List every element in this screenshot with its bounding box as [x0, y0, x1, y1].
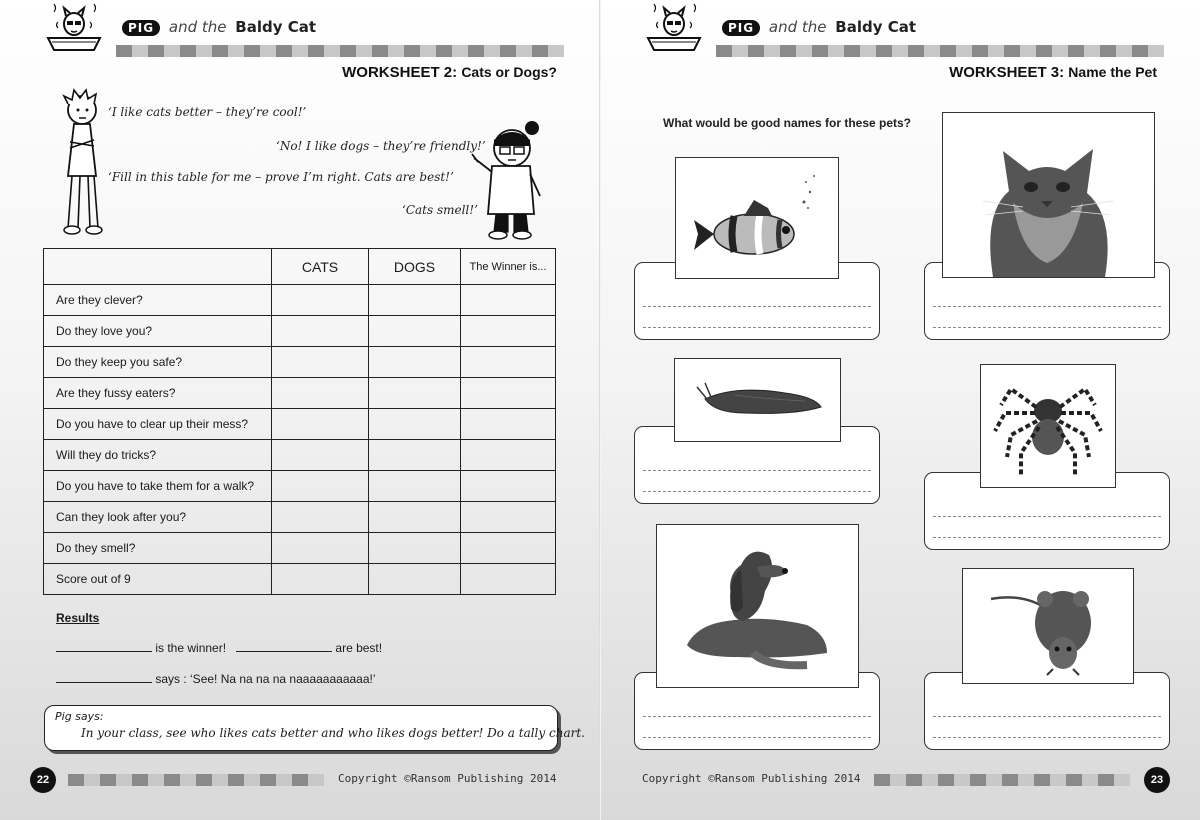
- strip-square: [244, 774, 260, 786]
- worksheet-3-subtitle: Name the Pet: [1068, 64, 1157, 80]
- speech-boy-1: ‘I like cats better – they’re cool!’: [108, 105, 307, 119]
- dog-photo: [656, 524, 859, 688]
- answer-cell-winner[interactable]: [461, 316, 556, 347]
- cat-photo: [942, 112, 1155, 278]
- strip-square: [1100, 45, 1116, 57]
- strip-square: [180, 45, 196, 57]
- page-number-23: 23: [1144, 767, 1170, 793]
- answer-cell-dogs[interactable]: [369, 378, 461, 409]
- strip-square: [988, 45, 1004, 57]
- answer-cell-dogs[interactable]: [369, 316, 461, 347]
- spider-icon: [981, 365, 1115, 487]
- rat-photo: [962, 568, 1134, 684]
- strip-square: [228, 45, 244, 57]
- answer-cell-dogs[interactable]: [369, 533, 461, 564]
- strip-square: [954, 774, 970, 786]
- spider-photo: [980, 364, 1116, 488]
- table-row: [44, 440, 556, 471]
- strip-square: [196, 45, 212, 57]
- header-decor-strip: [716, 45, 1164, 57]
- pig-says-box: [44, 705, 585, 751]
- strip-square: [324, 45, 340, 57]
- answer-cell-cats[interactable]: [272, 502, 369, 533]
- answer-cell-dogs[interactable]: [369, 440, 461, 471]
- strip-square: [68, 774, 84, 786]
- pig-says-label: Pig says:: [55, 710, 104, 723]
- table-header-blank: [44, 249, 272, 285]
- strip-square: [764, 45, 780, 57]
- table-row: [44, 471, 556, 502]
- strip-square: [1068, 45, 1084, 57]
- strip-square: [292, 45, 308, 57]
- strip-square: [1114, 774, 1130, 786]
- answer-cell-cats[interactable]: [272, 533, 369, 564]
- answer-cell-cats[interactable]: [272, 316, 369, 347]
- table-row-question: Do they keep you safe?: [44, 347, 272, 378]
- strip-square: [1084, 45, 1100, 57]
- strip-square: [1132, 45, 1148, 57]
- answer-cell-cats[interactable]: [272, 564, 369, 595]
- strip-square: [260, 774, 276, 786]
- strip-square: [196, 774, 212, 786]
- strip-square: [132, 45, 148, 57]
- strip-square: [132, 774, 148, 786]
- page-number-22: 22: [30, 767, 56, 793]
- best-blank[interactable]: [236, 639, 332, 652]
- answer-cell-winner[interactable]: [461, 471, 556, 502]
- strip-square: [844, 45, 860, 57]
- strip-square: [1034, 774, 1050, 786]
- copyright-right: Copyright ©Ransom Publishing 2014: [642, 772, 861, 785]
- header-decor-strip: [116, 45, 564, 57]
- answer-cell-cats[interactable]: [272, 471, 369, 502]
- strip-square: [484, 45, 500, 57]
- answer-cell-winner[interactable]: [461, 533, 556, 564]
- worksheet-3-number: WORKSHEET 3:: [949, 64, 1065, 81]
- strip-square: [1052, 45, 1068, 57]
- strip-square: [1018, 774, 1034, 786]
- strip-square: [986, 774, 1002, 786]
- brand-and: and the: [768, 18, 827, 36]
- brand-and: and the: [168, 18, 227, 36]
- strip-square: [308, 774, 324, 786]
- table-row-question: Do they love you?: [44, 316, 272, 347]
- cats-dogs-table: [43, 248, 556, 595]
- strip-square: [908, 45, 924, 57]
- table-row: [44, 409, 556, 440]
- answer-cell-cats[interactable]: [272, 285, 369, 316]
- answer-cell-winner[interactable]: [461, 502, 556, 533]
- answer-cell-dogs[interactable]: [369, 564, 461, 595]
- brand-baldy-cat: Baldy Cat: [835, 18, 917, 36]
- answer-cell-winner[interactable]: [461, 347, 556, 378]
- answer-cell-dogs[interactable]: [369, 502, 461, 533]
- strip-square: [828, 45, 844, 57]
- answer-cell-dogs[interactable]: [369, 285, 461, 316]
- strip-square: [84, 774, 100, 786]
- speech-girl-1: ‘No! I like dogs – they’re friendly!’: [276, 139, 486, 153]
- table-row: [44, 502, 556, 533]
- footer-decor-strip: [68, 774, 324, 786]
- strip-square: [260, 45, 276, 57]
- answer-cell-cats[interactable]: [272, 440, 369, 471]
- worksheet-2-number: WORKSHEET 2:: [342, 64, 458, 81]
- answer-cell-winner[interactable]: [461, 285, 556, 316]
- results-heading: Results: [56, 611, 100, 625]
- strip-square: [956, 45, 972, 57]
- strip-square: [972, 45, 988, 57]
- results-best-text: are best!: [335, 641, 383, 655]
- strip-square: [228, 774, 244, 786]
- strip-square: [940, 45, 956, 57]
- answer-cell-winner[interactable]: [461, 378, 556, 409]
- strip-square: [922, 774, 938, 786]
- strip-square: [748, 45, 764, 57]
- strip-square: [1036, 45, 1052, 57]
- pig-badge: PIG: [122, 20, 160, 36]
- strip-square: [876, 45, 892, 57]
- brand-title-right: [722, 18, 916, 36]
- strip-square: [890, 774, 906, 786]
- dog-icon: [657, 525, 858, 687]
- strip-square: [548, 45, 564, 57]
- fish-icon: [676, 158, 838, 278]
- right-page: [600, 0, 1200, 820]
- table-row-question: Will they do tricks?: [44, 440, 272, 471]
- rat-icon: [963, 569, 1133, 683]
- strip-square: [148, 45, 164, 57]
- strip-square: [388, 45, 404, 57]
- table-row-question: Do you have to take them for a walk?: [44, 471, 272, 502]
- table-header-winner: The Winner is...: [461, 249, 556, 285]
- strip-square: [404, 45, 420, 57]
- strip-square: [100, 774, 116, 786]
- strip-square: [906, 774, 922, 786]
- pig-badge: PIG: [722, 20, 760, 36]
- answer-cell-cats[interactable]: [272, 378, 369, 409]
- strip-square: [1148, 45, 1164, 57]
- results-line-1: [56, 639, 382, 655]
- strip-square: [796, 45, 812, 57]
- footer-decor-strip: [874, 774, 1130, 786]
- strip-square: [244, 45, 260, 57]
- strip-square: [212, 45, 228, 57]
- strip-square: [970, 774, 986, 786]
- fish-photo: [675, 157, 839, 279]
- pig-says-message: In your class, see who likes cats better and who likes dogs better! Do a tally chart.: [81, 726, 585, 740]
- strip-square: [1116, 45, 1132, 57]
- results-winner-text: is the winner!: [155, 641, 227, 655]
- speech-boy-2: ‘Fill in this table for me – prove I’m right. Cats are best!’: [108, 170, 454, 184]
- cat-icon: [943, 113, 1154, 277]
- answer-cell-dogs[interactable]: [369, 347, 461, 378]
- strip-square: [164, 774, 180, 786]
- says-blank[interactable]: [56, 670, 152, 683]
- strip-square: [292, 774, 308, 786]
- strip-square: [372, 45, 388, 57]
- table-header-dogs: DOGS: [369, 249, 461, 285]
- strip-square: [874, 774, 890, 786]
- answer-cell-dogs[interactable]: [369, 471, 461, 502]
- strip-square: [148, 774, 164, 786]
- results-line-2: [56, 670, 376, 686]
- table-row: [44, 564, 556, 595]
- answer-cell-winner[interactable]: [461, 409, 556, 440]
- strip-square: [500, 45, 516, 57]
- baldy-cat-litter-tray-icon: [44, 2, 104, 52]
- strip-square: [938, 774, 954, 786]
- strip-square: [1050, 774, 1066, 786]
- strip-square: [812, 45, 828, 57]
- strip-square: [164, 45, 180, 57]
- answer-cell-cats[interactable]: [272, 409, 369, 440]
- table-row: [44, 316, 556, 347]
- table-row-question: Are they fussy eaters?: [44, 378, 272, 409]
- table-row-question: Can they look after you?: [44, 502, 272, 533]
- strip-square: [1066, 774, 1082, 786]
- table-row: [44, 347, 556, 378]
- strip-square: [1004, 45, 1020, 57]
- table-row-question: Do you have to clear up their mess?: [44, 409, 272, 440]
- winner-blank[interactable]: [56, 639, 152, 652]
- speech-girl-2: ‘Cats smell!’: [402, 203, 478, 217]
- slug-photo: [674, 358, 841, 442]
- strip-square: [780, 45, 796, 57]
- results-says-text: says : ‘See! Na na na na naaaaaaaaaaa!’: [155, 672, 376, 686]
- strip-square: [340, 45, 356, 57]
- table-row: [44, 378, 556, 409]
- table-row: [44, 533, 556, 564]
- strip-square: [212, 774, 228, 786]
- brand-title: [122, 18, 316, 36]
- table-row-question: Do they smell?: [44, 533, 272, 564]
- strip-square: [716, 45, 732, 57]
- table-header-cats: CATS: [272, 249, 369, 285]
- strip-square: [924, 45, 940, 57]
- strip-square: [1098, 774, 1114, 786]
- strip-square: [892, 45, 908, 57]
- worksheet-2-subtitle: Cats or Dogs?: [461, 64, 557, 80]
- strip-square: [516, 45, 532, 57]
- brand-baldy-cat: Baldy Cat: [235, 18, 317, 36]
- baldy-cat-litter-tray-icon: [644, 2, 704, 52]
- boy-illustration: [54, 88, 110, 238]
- strip-square: [452, 45, 468, 57]
- table-header-row: [44, 249, 556, 285]
- strip-square: [116, 45, 132, 57]
- strip-square: [180, 774, 196, 786]
- strip-square: [532, 45, 548, 57]
- strip-square: [436, 45, 452, 57]
- answer-cell-cats[interactable]: [272, 347, 369, 378]
- answer-cell-winner[interactable]: [461, 440, 556, 471]
- slug-icon: [675, 359, 840, 441]
- strip-square: [1002, 774, 1018, 786]
- table-row: [44, 285, 556, 316]
- worksheet-3-title: [949, 64, 1157, 81]
- strip-square: [308, 45, 324, 57]
- strip-square: [732, 45, 748, 57]
- strip-square: [860, 45, 876, 57]
- strip-square: [468, 45, 484, 57]
- answer-cell-winner[interactable]: [461, 564, 556, 595]
- pet-names-question: What would be good names for these pets?: [663, 116, 912, 130]
- strip-square: [356, 45, 372, 57]
- strip-square: [420, 45, 436, 57]
- answer-cell-dogs[interactable]: [369, 409, 461, 440]
- strip-square: [276, 774, 292, 786]
- strip-square: [1020, 45, 1036, 57]
- girl-illustration: [468, 118, 546, 240]
- table-row-question: Are they clever?: [44, 285, 272, 316]
- strip-square: [276, 45, 292, 57]
- worksheet-2-title: [342, 64, 557, 81]
- strip-square: [116, 774, 132, 786]
- strip-square: [1082, 774, 1098, 786]
- table-row-question: Score out of 9: [44, 564, 272, 595]
- copyright-left: Copyright ©Ransom Publishing 2014: [338, 772, 557, 785]
